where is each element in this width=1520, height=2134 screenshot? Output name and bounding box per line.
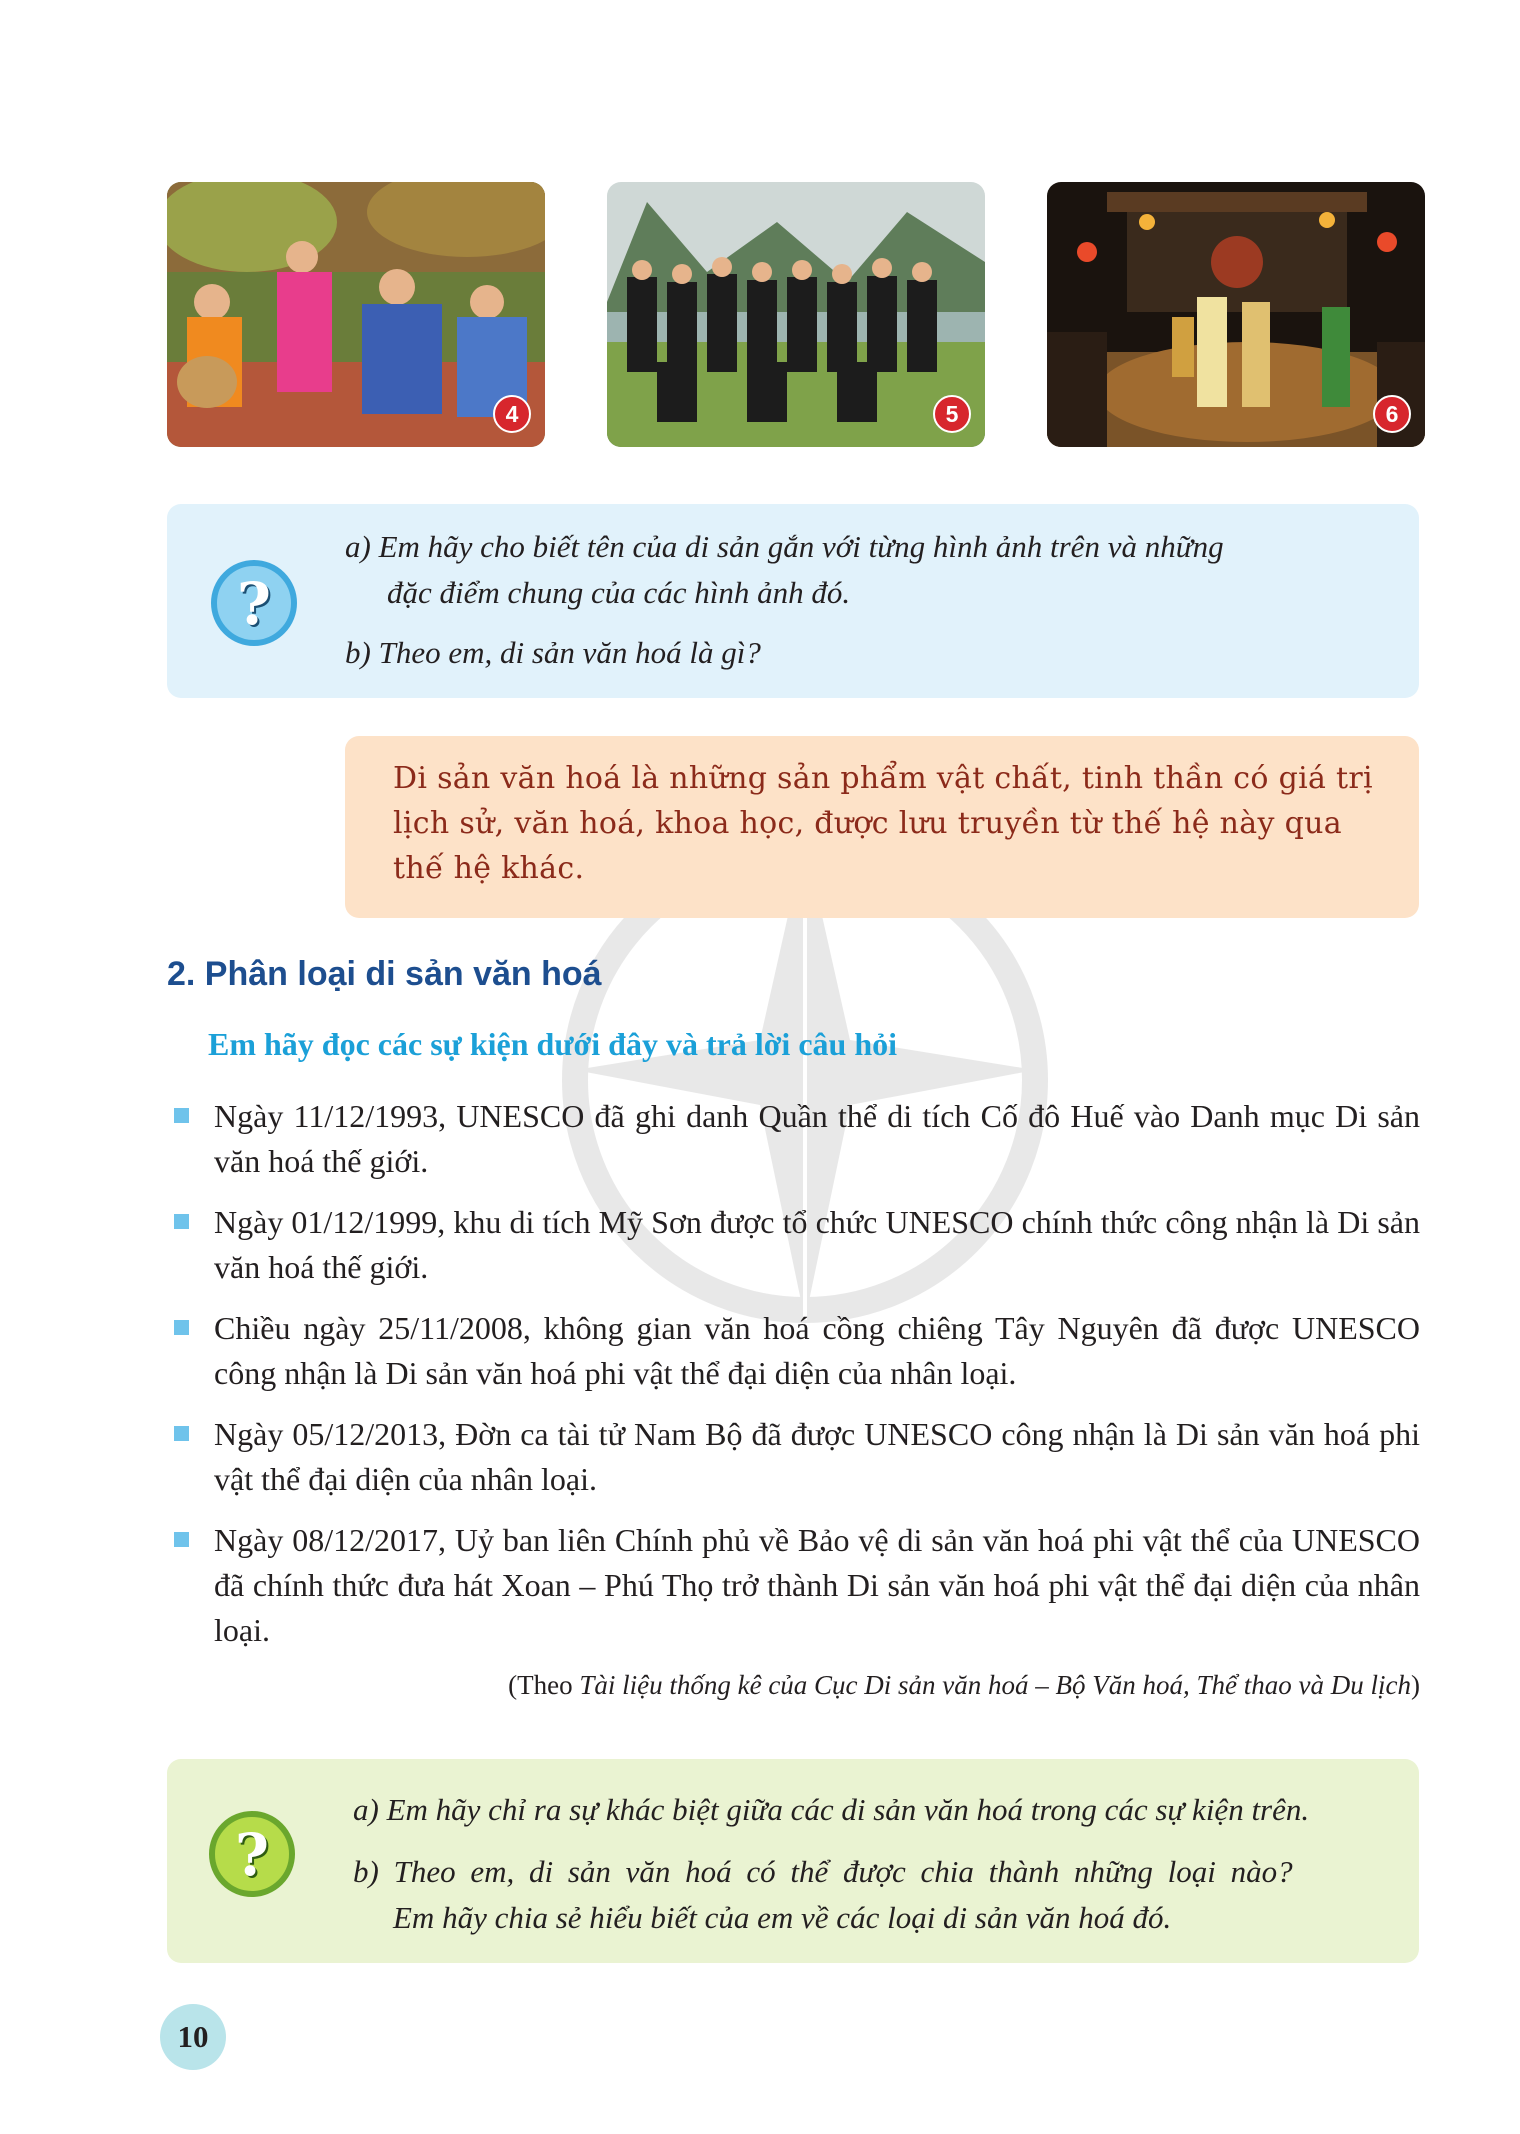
photo-6 [1047, 182, 1425, 447]
source-title: Tài liệu thống kê của Cục Di sản văn hoá – Bộ Văn hoá, Thể thao và Du lịch [579, 1670, 1411, 1700]
photo-4-image [167, 182, 545, 447]
question-2a: a) Em hãy chỉ ra sự khác biệt giữa các di sản văn hoá trong các sự kiện trên. [353, 1792, 1310, 1827]
question-1a-line-1: a) Em hãy cho biết tên của di sản gắn với từng hình ảnh trên và những [345, 529, 1224, 564]
list-item [170, 1200, 1420, 1290]
section-title: 2. Phân loại di sản văn hoá [167, 955, 602, 993]
definition-box [345, 736, 1419, 918]
event-text: Ngày 08/12/2017, Uỷ ban liên Chính phủ về Bảo vệ di sản văn hoá phi vật thể của UNESCO đã chính thức đưa hát Xoan – Phú Thọ trở thành Di sản văn hoá phi vật thể đại diện của nhân loại. [214, 1522, 1420, 1648]
question-box-1 [167, 504, 1419, 698]
photo-4 [167, 182, 545, 447]
list-item [170, 1412, 1420, 1502]
list-item [170, 1518, 1420, 1653]
question-1a-line-2: đặc điểm chung của các hình ảnh đó. [387, 575, 851, 610]
section-subtitle: Em hãy đọc các sự kiện dưới đây và trả lời câu hỏi [208, 1026, 897, 1062]
event-text: Chiều ngày 25/11/2008, không gian văn hoá cồng chiêng Tây Nguyên đã được UNESCO công nhận là Di sản văn hoá phi vật thể đại diện của nhân loại. [214, 1310, 1420, 1391]
question-2b-line-2: Em hãy chia sẻ hiểu biết của em về các loại di sản văn hoá đó. [393, 1900, 1172, 1935]
event-text: Ngày 11/12/1993, UNESCO đã ghi danh Quần thể di tích Cố đô Huế vào Danh mục Di sản văn hoá thế giới. [214, 1098, 1420, 1179]
source-citation: (Theo Tài liệu thống kê của Cục Di sản văn hoá – Bộ Văn hoá, Thể thao và Du lịch) [508, 1670, 1420, 1700]
photo-5 [607, 182, 985, 447]
list-item [170, 1094, 1420, 1184]
event-text: Ngày 05/12/2013, Đờn ca tài tử Nam Bộ đã được UNESCO công nhận là Di sản văn hoá phi vật thể đại diện của nhân loại. [214, 1416, 1420, 1497]
question-box-2 [167, 1759, 1419, 1963]
event-text: Ngày 01/12/1999, khu di tích Mỹ Sơn được tổ chức UNESCO chính thức công nhận là Di sản văn hoá thế giới. [214, 1204, 1420, 1285]
photo-4-number-badge: 4 [493, 395, 531, 433]
bullet-square-icon [174, 1320, 189, 1335]
question-2b-line-1: b) Theo em, di sản văn hoá có thể được chia thành những loại nào? [353, 1854, 1293, 1889]
photo-6-number-badge: 6 [1373, 395, 1411, 433]
bullet-square-icon [174, 1214, 189, 1229]
question-1b: b) Theo em, di sản văn hoá là gì? [345, 635, 761, 670]
list-item [170, 1306, 1420, 1396]
page-number: 10 [160, 2004, 226, 2070]
photo-6-image [1047, 182, 1425, 447]
bullet-square-icon [174, 1532, 189, 1547]
photo-5-number-badge: 5 [933, 395, 971, 433]
bullet-square-icon [174, 1426, 189, 1441]
question-mark-icon: ? [211, 560, 297, 646]
photo-5-image [607, 182, 985, 447]
bullet-square-icon [174, 1108, 189, 1123]
question-mark-icon: ? [209, 1811, 295, 1897]
events-list [170, 1094, 1420, 1669]
definition-text: Di sản văn hoá là những sản phẩm vật chất, tinh thần có giá trị lịch sử, văn hoá, khoa học, được lưu truyền từ thế hệ này qua thế hệ khác. [393, 761, 1373, 886]
